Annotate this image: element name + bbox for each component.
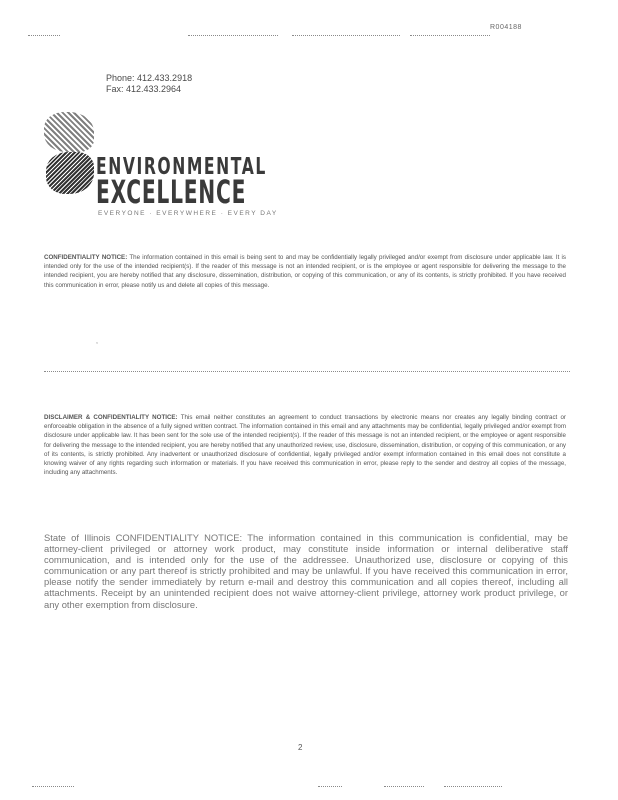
page-number: 2 xyxy=(298,743,303,752)
logo-environmental: ENVIRONMENTAL xyxy=(96,152,267,180)
phone-number: Phone: 412.433.2918 xyxy=(106,73,193,83)
header-rule-4 xyxy=(410,35,490,36)
stray-mark: , xyxy=(96,338,98,345)
confidentiality-notice-body: The information contained in this email is being sent to and may be confidentially legally privileged and/or exempt from disclosure under applicable law. It is intended only for the use of the intended recipient(s). If the reader of this message is not an intended recipient, or is the employee or agent responsible for delivering the message to the intended recipient, you are hereby notified that any disclosure, dissemination, distribution, or copying of this communication, or any of its contents, is strictly prohibited. If you have received this communication in error, please notify us and delete all copies of this message. xyxy=(44,254,566,289)
disclaimer-notice-body: This email neither constitutes an agreement to conduct transactions by electronic means nor creates any legally binding contract or enforceable obligation in the absence of a fully signed written contract. The information contained in this email and any attachments may be confidential, legally privileged and/or exempt from disclosure under applicable law. It has been sent for the sole use of the intended recipient(s). If the reader of this message is not an intended recipient, or the employee or agent responsible for delivering the message to the intended recipient, you are hereby notified that any unauthorized review, use, disclosure, dissemination, distribution, or copying of this communication, or any of its contents, is strictly prohibited. Any inadvertent or unauthorized disclosure of confidential, legally privileged and/or exempt information contained in this email does not constitute a knowing waiver of any rights regarding such information or materials. If you have received this communication in error, please reply to the sender and destroy all copies of the message, including any attachments. xyxy=(44,414,566,477)
confidentiality-notice-heading: CONFIDENTIALITY NOTICE: xyxy=(44,254,128,261)
logo-emblem-top xyxy=(44,112,94,152)
footer-rule-2 xyxy=(318,786,342,787)
bates-number: R004188 xyxy=(490,24,522,31)
logo-excellence: EXCELLENCE xyxy=(96,174,247,212)
disclaimer-notice xyxy=(44,413,566,477)
section-divider xyxy=(44,371,570,372)
fax-number: Fax: 412.433.2964 xyxy=(106,84,182,94)
confidentiality-notice xyxy=(44,253,566,290)
footer-rule-3 xyxy=(384,786,424,787)
state-confidentiality-notice: State of Illinois CONFIDENTIALITY NOTICE: The information contained in this communication is confidential, may be attorney-client privileged or attorney work product, may constitute inside information or internal deliberative staff communication, and is intended only for the use of the addressee. Unauthorized use, disclosure or copying of this communication or any part thereof is strictly prohibited and may be unlawful. If you have received this communication in error, please notify the sender immediately by return e-mail and destroy this communication and all copies thereof, including all attachments. Receipt by an unintended recipient does not waive attorney-client privilege, attorney work product privilege, or any other exemption from disclosure. xyxy=(44,532,568,610)
header-rule-2 xyxy=(188,35,278,36)
footer-rule-4 xyxy=(444,786,502,787)
header-rule-1 xyxy=(28,35,60,36)
logo-tagline: EVERYONE · EVERYWHERE · EVERY DAY xyxy=(98,210,278,217)
footer-rule-1 xyxy=(32,786,74,787)
logo-emblem xyxy=(46,152,94,194)
header-rule-3 xyxy=(292,35,400,36)
disclaimer-notice-heading: DISCLAIMER & CONFIDENTIALITY NOTICE: xyxy=(44,414,178,421)
